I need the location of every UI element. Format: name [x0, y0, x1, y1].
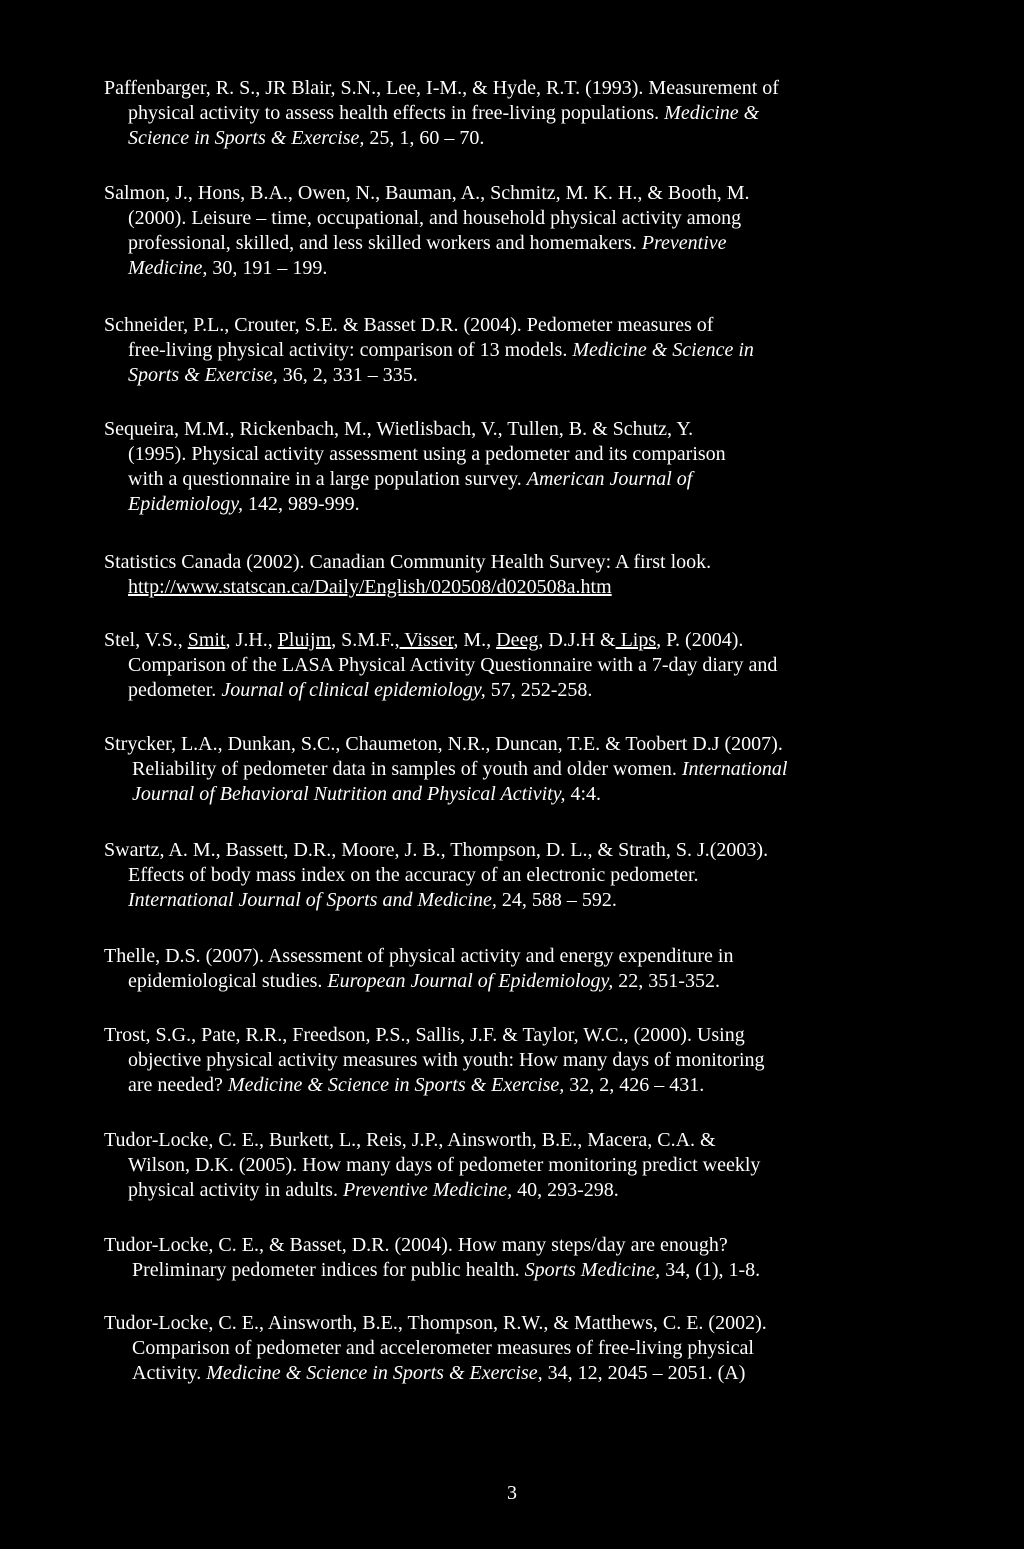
reference-line [104, 1258, 894, 1283]
reference-tudor-locke-2004 [104, 1233, 894, 1283]
author-link[interactable]: Smit [187, 629, 226, 651]
reference-line [104, 575, 894, 600]
reference-paffenbarger [104, 76, 894, 151]
reference-text: , P. (2004). [656, 629, 744, 651]
reference-text: , D.J.H & [538, 629, 616, 651]
reference-line: (1995). Physical activity assessment using a pedometer and its comparison [128, 443, 726, 465]
page-number: 3 [507, 1482, 517, 1504]
journal-title: International Journal of Sports and Medicine, [128, 889, 497, 911]
reference-statistics-canada [104, 550, 894, 600]
reference-line [104, 678, 894, 703]
journal-title: Sports & Exercise, [128, 364, 278, 386]
journal-title: Journal of clinical epidemiology, [221, 679, 486, 701]
reference-text: 32, 2, 426 – 431. [564, 1074, 705, 1096]
reference-line [104, 782, 894, 807]
reference-swartz [104, 838, 894, 913]
reference-text: , M., [453, 629, 497, 651]
reference-line: Strycker, L.A., Dunkan, S.C., Chaumeton, N.R., Duncan, T.E. & Toobert D.J (2007). [104, 733, 783, 755]
reference-schneider [104, 313, 894, 388]
reference-text: 24, 588 – 592. [496, 889, 617, 911]
author-link[interactable]: Deeg [496, 629, 539, 651]
reference-line: Comparison of the LASA Physical Activity Questionnaire with a 7-day diary and [128, 654, 778, 676]
reference-text: 30, 191 – 199. [207, 257, 328, 279]
reference-text: 34, (1), 1-8. [660, 1259, 761, 1281]
reference-line [104, 101, 894, 126]
reference-line: Swartz, A. M., Bassett, D.R., Moore, J. B., Thompson, D. L., & Strath, S. J.(2003). [104, 839, 769, 861]
reference-line [104, 231, 894, 256]
reference-text: 36, 2, 331 – 335. [277, 364, 418, 386]
reference-text: , J.H., [225, 629, 278, 651]
reference-line: Salmon, J., Hons, B.A., Owen, N., Bauman, A., Schmitz, M. K. H., & Booth, M. [104, 182, 750, 204]
reference-strycker [104, 732, 894, 807]
reference-line [104, 969, 894, 994]
reference-line [104, 1361, 894, 1386]
journal-title: Science in Sports & Exercise, [128, 127, 365, 149]
reference-thelle [104, 944, 894, 994]
reference-line [104, 1073, 894, 1098]
journal-title: Medicine & Science in [572, 339, 754, 361]
reference-trost [104, 1023, 894, 1098]
journal-title: Medicine & Science in Sports & Exercise, [227, 1074, 565, 1096]
reference-text: Stel, V.S., [104, 629, 188, 651]
reference-text: Preliminary pedometer indices for public health. [132, 1259, 525, 1281]
reference-line: Sequeira, M.M., Rickenbach, M., Wietlisbach, V., Tullen, B. & Schutz, Y. [104, 418, 694, 440]
reference-text: 22, 351-352. [613, 970, 720, 992]
reference-salmon [104, 181, 894, 281]
reference-line [104, 757, 894, 782]
journal-title: International [681, 758, 788, 780]
reference-line: Thelle, D.S. (2007). Assessment of physical activity and energy expenditure in [104, 945, 734, 967]
reference-line [104, 363, 894, 388]
reference-line: Trost, S.G., Pate, R.R., Freedson, P.S., Sallis, J.F. & Taylor, W.C., (2000). Using [104, 1024, 745, 1046]
author-link[interactable]: Pluijm [277, 629, 332, 651]
journal-title: Journal of Behavioral Nutrition and Physical Activity, [132, 783, 566, 805]
reference-text: free-living physical activity: comparison of 13 models. [128, 339, 573, 361]
reference-line [104, 126, 894, 151]
reference-line: Wilson, D.K. (2005). How many days of pedometer monitoring predict weekly [128, 1154, 761, 1176]
reference-line [104, 1178, 894, 1203]
reference-text: 25, 1, 60 – 70. [364, 127, 485, 149]
reference-line: Paffenbarger, R. S., JR Blair, S.N., Lee, I-M., & Hyde, R.T. (1993). Measurement of [104, 77, 779, 99]
journal-title: Preventive Medicine, [342, 1179, 513, 1201]
reference-text: with a questionnaire in a large population survey. [128, 468, 527, 490]
journal-title: Epidemiology, [128, 493, 243, 515]
reference-text: pedometer. [128, 679, 222, 701]
reference-text: , S.M.F., [331, 629, 400, 651]
reference-sequeira [104, 417, 894, 517]
reference-line: Effects of body mass index on the accuracy of an electronic pedometer. [128, 864, 699, 886]
reference-line [104, 888, 894, 913]
journal-title: Medicine & [664, 102, 760, 124]
reference-line: Schneider, P.L., Crouter, S.E. & Basset D.R. (2004). Pedometer measures of [104, 314, 714, 336]
reference-text: 142, 989-999. [242, 493, 360, 515]
reference-text: professional, skilled, and less skilled workers and homemakers. [128, 232, 642, 254]
reference-text: 57, 252-258. [485, 679, 593, 701]
reference-line: (2000). Leisure – time, occupational, and household physical activity among [128, 207, 742, 229]
reference-stel [104, 628, 894, 703]
reference-text: physical activity in adults. [128, 1179, 343, 1201]
reference-text: are needed? [128, 1074, 228, 1096]
reference-line: Tudor-Locke, C. E., Burkett, L., Reis, J.P., Ainsworth, B.E., Macera, C.A. & [104, 1129, 716, 1151]
journal-title: Preventive [641, 232, 727, 254]
reference-line [104, 628, 894, 653]
reference-line: Comparison of pedometer and accelerometer measures of free-living physical [132, 1337, 754, 1359]
reference-tudor-locke-2002 [104, 1311, 894, 1386]
reference-text: Reliability of pedometer data in samples of youth and older women. [132, 758, 682, 780]
author-link[interactable]: Lips [615, 629, 657, 651]
reference-line: Statistics Canada (2002). Canadian Community Health Survey: A first look. [104, 551, 712, 573]
reference-url-link[interactable]: http://www.statscan.ca/Daily/English/020508/d020508a.htm [128, 576, 612, 598]
journal-title: American Journal of [526, 468, 693, 490]
reference-text: Activity. [132, 1362, 207, 1384]
reference-line [104, 492, 894, 517]
reference-text: physical activity to assess health effects in free-living populations. [128, 102, 665, 124]
journal-title: Medicine, [128, 257, 208, 279]
reference-line: objective physical activity measures with youth: How many days of monitoring [128, 1049, 765, 1071]
reference-tudor-locke-2005 [104, 1128, 894, 1203]
reference-line [104, 467, 894, 492]
reference-text: 34, 12, 2045 – 2051. (A) [542, 1362, 746, 1384]
journal-title: Sports Medicine, [524, 1259, 661, 1281]
author-link[interactable]: Visser [399, 629, 454, 651]
reference-text: 40, 293-298. [512, 1179, 619, 1201]
reference-line: Tudor-Locke, C. E., & Basset, D.R. (2004). How many steps/day are enough? [104, 1234, 728, 1256]
reference-line [104, 256, 894, 281]
reference-line [104, 338, 894, 363]
journal-title: European Journal of Epidemiology, [327, 970, 614, 992]
reference-text: epidemiological studies. [128, 970, 328, 992]
reference-line: Tudor-Locke, C. E., Ainsworth, B.E., Thompson, R.W., & Matthews, C. E. (2002). [104, 1312, 767, 1334]
journal-title: Medicine & Science in Sports & Exercise, [206, 1362, 543, 1384]
reference-text: 4:4. [565, 783, 602, 805]
